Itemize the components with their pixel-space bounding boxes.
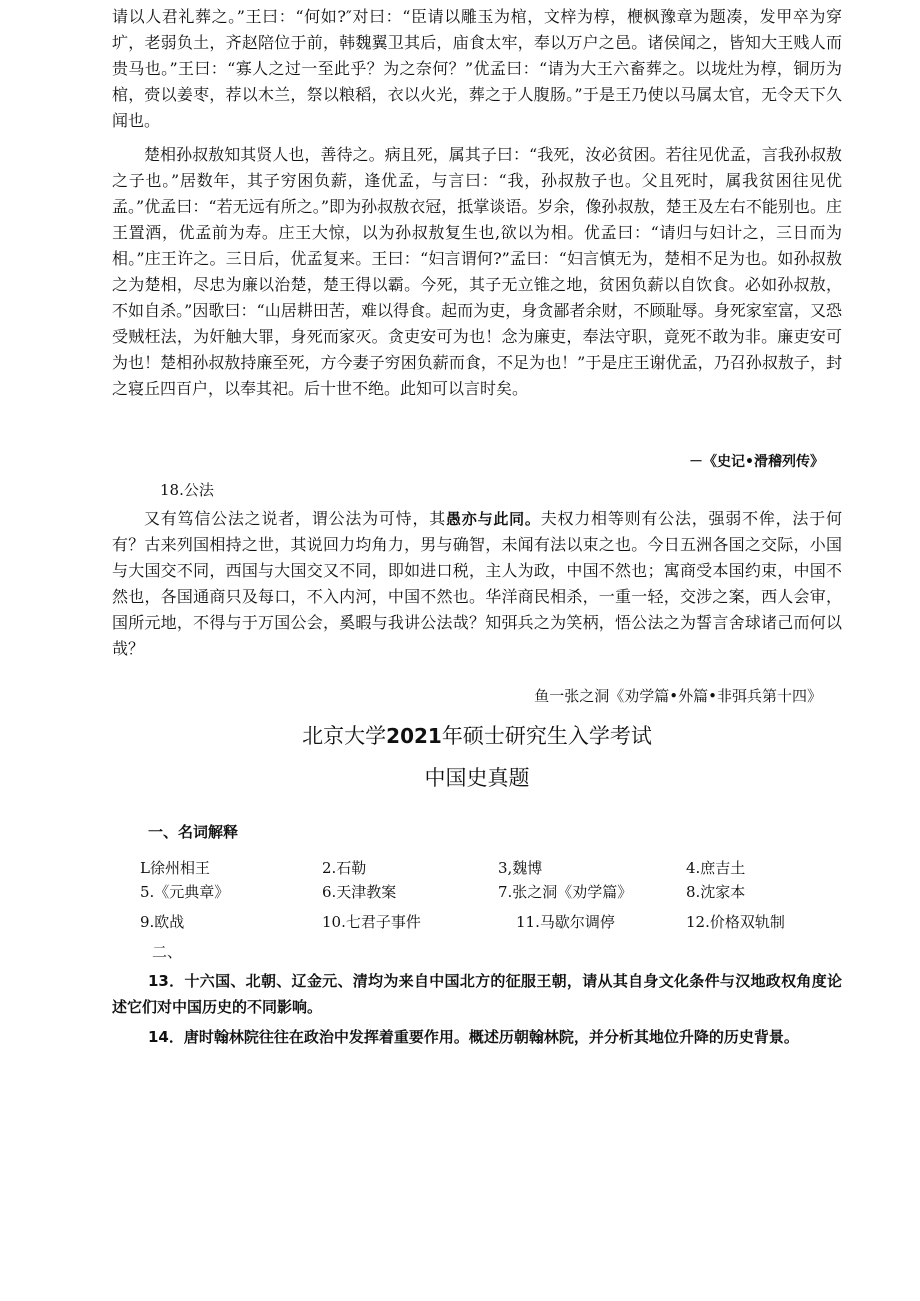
gongfa-text-after: 夫权力相等则有公法，强弱不侔，法于何有？古来列国相持之世，其说回力均角力，男与确智，未闻有法以束之也。今日五洲各国之交际，小国与大国交不同，西国与大国交又不同，即如进口税，主人为政，中国不然也；寓商受本国约束，中国不然也，各国通商只及每口，不入内河，中国不然也。华洋商民相杀，一重一轻，交涉之案，西人会审，国所元地，不得与于万国公会，奚暇与我讲公法哉？知弭兵之为笑柄，悟公法之为誓言舍球诸己而何以哉？ xyxy=(112,509,842,658)
gongfa-paragraph xyxy=(112,506,842,662)
term-item: 4.庶吉土 xyxy=(686,859,746,877)
exam-title xyxy=(112,722,842,750)
gongfa-bold-text: 愚亦与此同。 xyxy=(446,510,541,528)
exam-title-year: 2021 xyxy=(386,724,442,748)
section-2-heading: 二、 xyxy=(152,943,183,961)
term-item: L徐州相王 xyxy=(140,859,210,877)
gongfa-source-citation: 鱼一张之洞《劝学篇•外篇•非弭兵第十四》 xyxy=(534,687,822,705)
term-item: 6.天津教案 xyxy=(322,883,397,901)
shiji-paragraph-1: 请以人君礼葬之。”王曰：“何如?″对曰：“臣请以雕玉为棺，文梓为椁，楩枫豫章为题凑，发甲卒为穿圹，老弱负土，齐赵陪位于前，韩魏翼卫其后，庙食太牢，奉以万户之邑。诸侯闻之，皆知大王贱人而贵马也。”王曰：“寡人之过一至此乎？为之奈何？”优孟曰：“请为大王六畜葬之。以垅灶为椁，铜历为棺，赍以姜枣，荐以木兰，祭以粮稻，衣以火光，葬之于人腹肠。”于是王乃使以马属太官，无令天下久闻也。 xyxy=(112,7,842,130)
question-14: 14．唐时翰林院往往在政治中发挥着重要作用。概述历朝翰林院，并分析其地位升降的历史背景。 xyxy=(148,1028,799,1046)
gongfa-heading: 18.公法 xyxy=(160,481,214,499)
term-item: 2.石勒 xyxy=(322,859,367,877)
exam-title-suffix: 年硕士研究生入学考试 xyxy=(441,724,652,748)
term-item: 7.张之洞《劝学篇》 xyxy=(498,883,633,901)
gongfa-text-before: 又有笃信公法之说者，谓公法为可恃，其 xyxy=(144,509,447,528)
term-item: 9.欧战 xyxy=(140,913,185,931)
shiji-source-citation: －《史记•滑稽列传》 xyxy=(689,454,824,470)
exam-subtitle: 中国史真题 xyxy=(424,766,530,790)
term-item: 5.《元典章》 xyxy=(140,883,230,901)
term-item: 10.七君子事件 xyxy=(322,913,421,931)
term-item: 8.沈家本 xyxy=(686,883,746,901)
exam-title-prefix: 北京大学 xyxy=(302,724,387,748)
term-item: 12.价格双轨制 xyxy=(686,913,785,931)
shiji-paragraph-2: 楚相孙叔敖知其贤人也，善待之。病且死，属其子曰：“我死，汝必贫困。若往见优孟，言我孙叔敖之子也。”居数年，其子穷困负薪，逢优孟，与言曰：“我，孙叔敖子也。父且死时，属我贫困往见优孟。”优孟曰：“若无远有所之。”即为孙叔敖衣冠，抵掌谈语。岁余，像孙叔敖，楚王及左右不能别也。庄王置酒，优孟前为寿。庄王大惊，以为孙叔敖复生也,欲以为相。优孟曰：“请归与妇计之，三日而为相。”庄王许之。三日后，优孟复来。王曰：“妇言谓何?”孟曰：“妇言慎无为，楚相不足为也。如孙叔敖之为楚相，尽忠为廉以治楚，楚王得以霸。今死，其子无立锥之地，贫困负薪以自饮食。必如孙叔敖，不如自杀。”因歌曰：“山居耕田苦，难以得食。起而为吏，身贪鄙者余财，不顾耻辱。身死家室富，又恐受贼枉法，为奸触大罪，身死而家灭。贪吏安可为也！念为廉吏，奉法守职，竟死不敢为非。廉吏安可为也！楚相孙叔敖持廉至死，方今妻子穷困负薪而食，不足为也！”于是庄王谢优孟，乃召孙叔敖子，封之寝丘四百户，以奉其祀。后十世不绝。此知可以言时矣。 xyxy=(112,145,842,398)
term-item: 3,魏博 xyxy=(498,859,543,877)
question-13: 13．十六国、北朝、辽金元、清均为来自中国北方的征服王朝，请从其自身文化条件与汉地政权角度论述它们对中国历史的不同影响。 xyxy=(112,972,842,1016)
term-item: 11.马歇尔调停 xyxy=(516,913,615,931)
section-1-heading: 一、名词解释 xyxy=(148,823,239,841)
